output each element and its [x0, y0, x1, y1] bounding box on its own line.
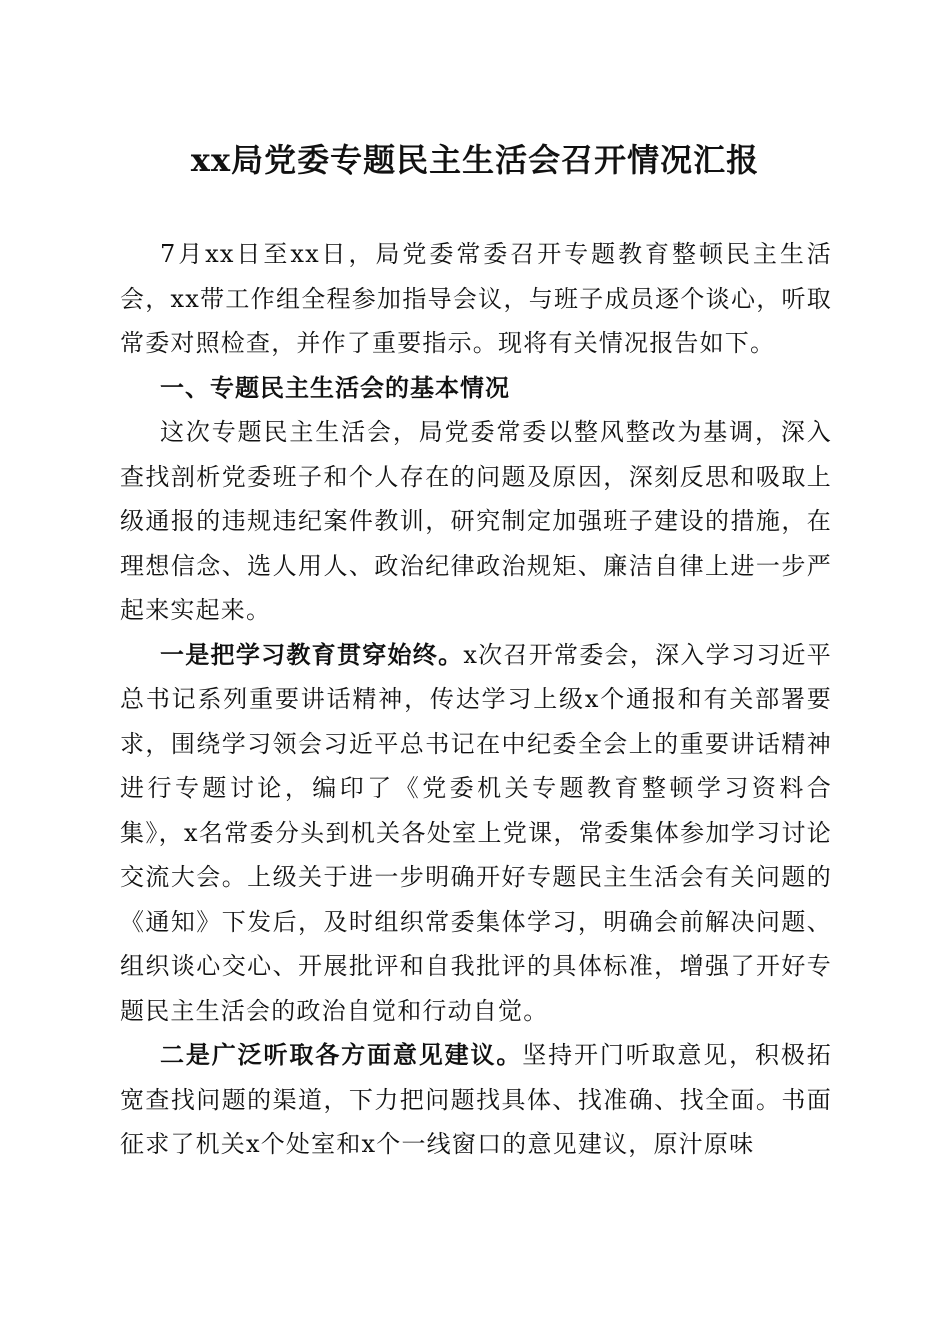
section-heading: 一、专题民主生活会的基本情况 — [160, 373, 510, 402]
point-1-body: x次召开常委会，深入学习习近平总书记系列重要讲话精神，传达学习上级x个通报和有关部署要求，围绕学习领会习近平总书记在中纪委全会上的重要讲话精神进行专题讨论，编印了《党委机关专题教育整顿学习资料合集》，x名常委分头到机关各处室上党课，常委集体参加学习讨论交流大会。上级关于进一步明确开好专题民主生活会有关问题的《通知》下发后，及时组织常委集体学习，明确会前解决问题、组织谈心交心、开展批评和自我批评的具体标准，增强了开好专题民主生活会的政治自觉和行动自觉。 — [120, 640, 832, 1025]
point-1-paragraph — [120, 633, 832, 1034]
point-2-body: 坚持开门听取意见，积极拓宽查找问题的渠道，下力把问题找具体、找准确、找全面。书面征求了机关x个处室和x个一线窗口的意见建议，原汁原味 — [120, 1041, 832, 1158]
point-1-lead: 一是把学习教育贯穿始终。 — [160, 639, 464, 669]
document-title: xx局党委专题民主生活会召开情况汇报 — [190, 141, 760, 179]
document-body — [120, 232, 832, 1167]
section-paragraph: 这次专题民主生活会，局党委常委以整风整改为基调，深入查找剖析党委班子和个人存在的问题及原因，深刻反思和吸取上级通报的违规违纪案件教训，研究制定加强班子建设的措施，在理想信念、选人用人、政治纪律政治规矩、廉洁自律上进一步严起来实起来。 — [120, 418, 832, 624]
intro-paragraph: 7月xx日至xx日，局党委常委召开专题教育整顿民主生活会，xx带工作组全程参加指导会议，与班子成员逐个谈心，听取常委对照检查，并作了重要指示。现将有关情况报告如下。 — [120, 240, 832, 357]
point-2-paragraph — [120, 1033, 832, 1167]
point-2-lead: 二是广泛听取各方面意见建议。 — [160, 1040, 523, 1069]
